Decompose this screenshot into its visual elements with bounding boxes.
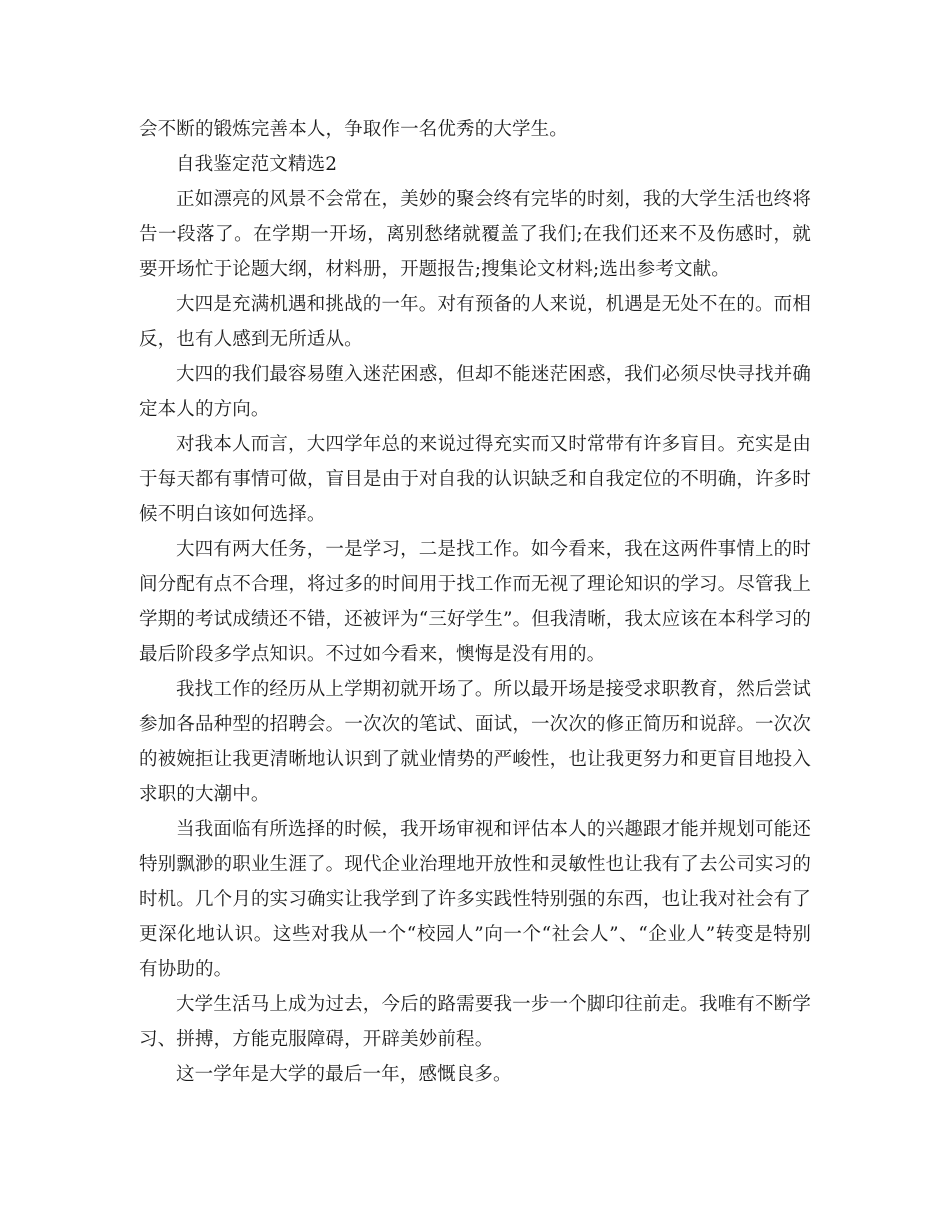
document-body <box>139 112 811 1092</box>
paragraph: 正如漂亮的风景不会常在，美妙的聚会终有完毕的时刻，我的大学生活也终将告一段落了。在学期一开场，离别愁绪就覆盖了我们;在我们还来不及伤感时，就要开场忙于论题大纲，材料册，开题报告;搜集论文材料;选出参考文献。 <box>139 189 811 280</box>
paragraph: 大学生活马上成为过去，今后的路需要我一步一个脚印往前走。我唯有不断学习、拼搏，方能克服障碍，开辟美妙前程。 <box>139 994 811 1050</box>
paragraph: 当我面临有所选择的时候，我开场审视和评估本人的兴趣跟才能并规划可能还特别飘渺的职业生涯了。现代企业治理地开放性和灵敏性也让我有了去公司实习的时机。几个月的实习确实让我学到了许多实践性特别强的东西，也让我对社会有了更深化地认识。这些对我从一个“校园人”向一个“社会人”、“企业人”转变是特别有协助的。 <box>139 819 811 980</box>
paragraph: 对我本人而言，大四学年总的来说过得充实而又时常带有许多盲目。充实是由于每天都有事情可做，盲目是由于对自我的认识缺乏和自我定位的不明确，许多时候不明白该如何选择。 <box>139 434 811 525</box>
paragraph: 会不断的锻炼完善本人，争取作一名优秀的大学生。 <box>139 119 568 140</box>
paragraph: 大四的我们最容易堕入迷茫困惑，但却不能迷茫困惑，我们必须尽快寻找并确定本人的方向。 <box>139 364 811 420</box>
paragraph: 我找工作的经历从上学期初就开场了。所以最开场是接受求职教育，然后尝试参加各品种型的招聘会。一次次的笔试、面试，一次次的修正简历和说辞。一次次的被婉拒让我更清晰地认识到了就业情势的严峻性，也让我更努力和更盲目地投入求职的大潮中。 <box>139 679 811 805</box>
section-heading: 自我鉴定范文精选2 <box>176 154 338 175</box>
paragraph: 大四是充满机遇和挑战的一年。对有预备的人来说，机遇是无处不在的。而相反，也有人感到无所适从。 <box>139 294 811 350</box>
paragraph: 大四有两大任务，一是学习，二是找工作。如今看来，我在这两件事情上的时间分配有点不合理，将过多的时间用于找工作而无视了理论知识的学习。尽管我上学期的考试成绩还不错，还被评为“三好学生”。但我清晰，我太应该在本科学习的最后阶段多学点知识。不过如今看来，懊悔是没有用的。 <box>139 539 811 665</box>
paragraph: 这一学年是大学的最后一年，感慨良多。 <box>176 1064 512 1085</box>
